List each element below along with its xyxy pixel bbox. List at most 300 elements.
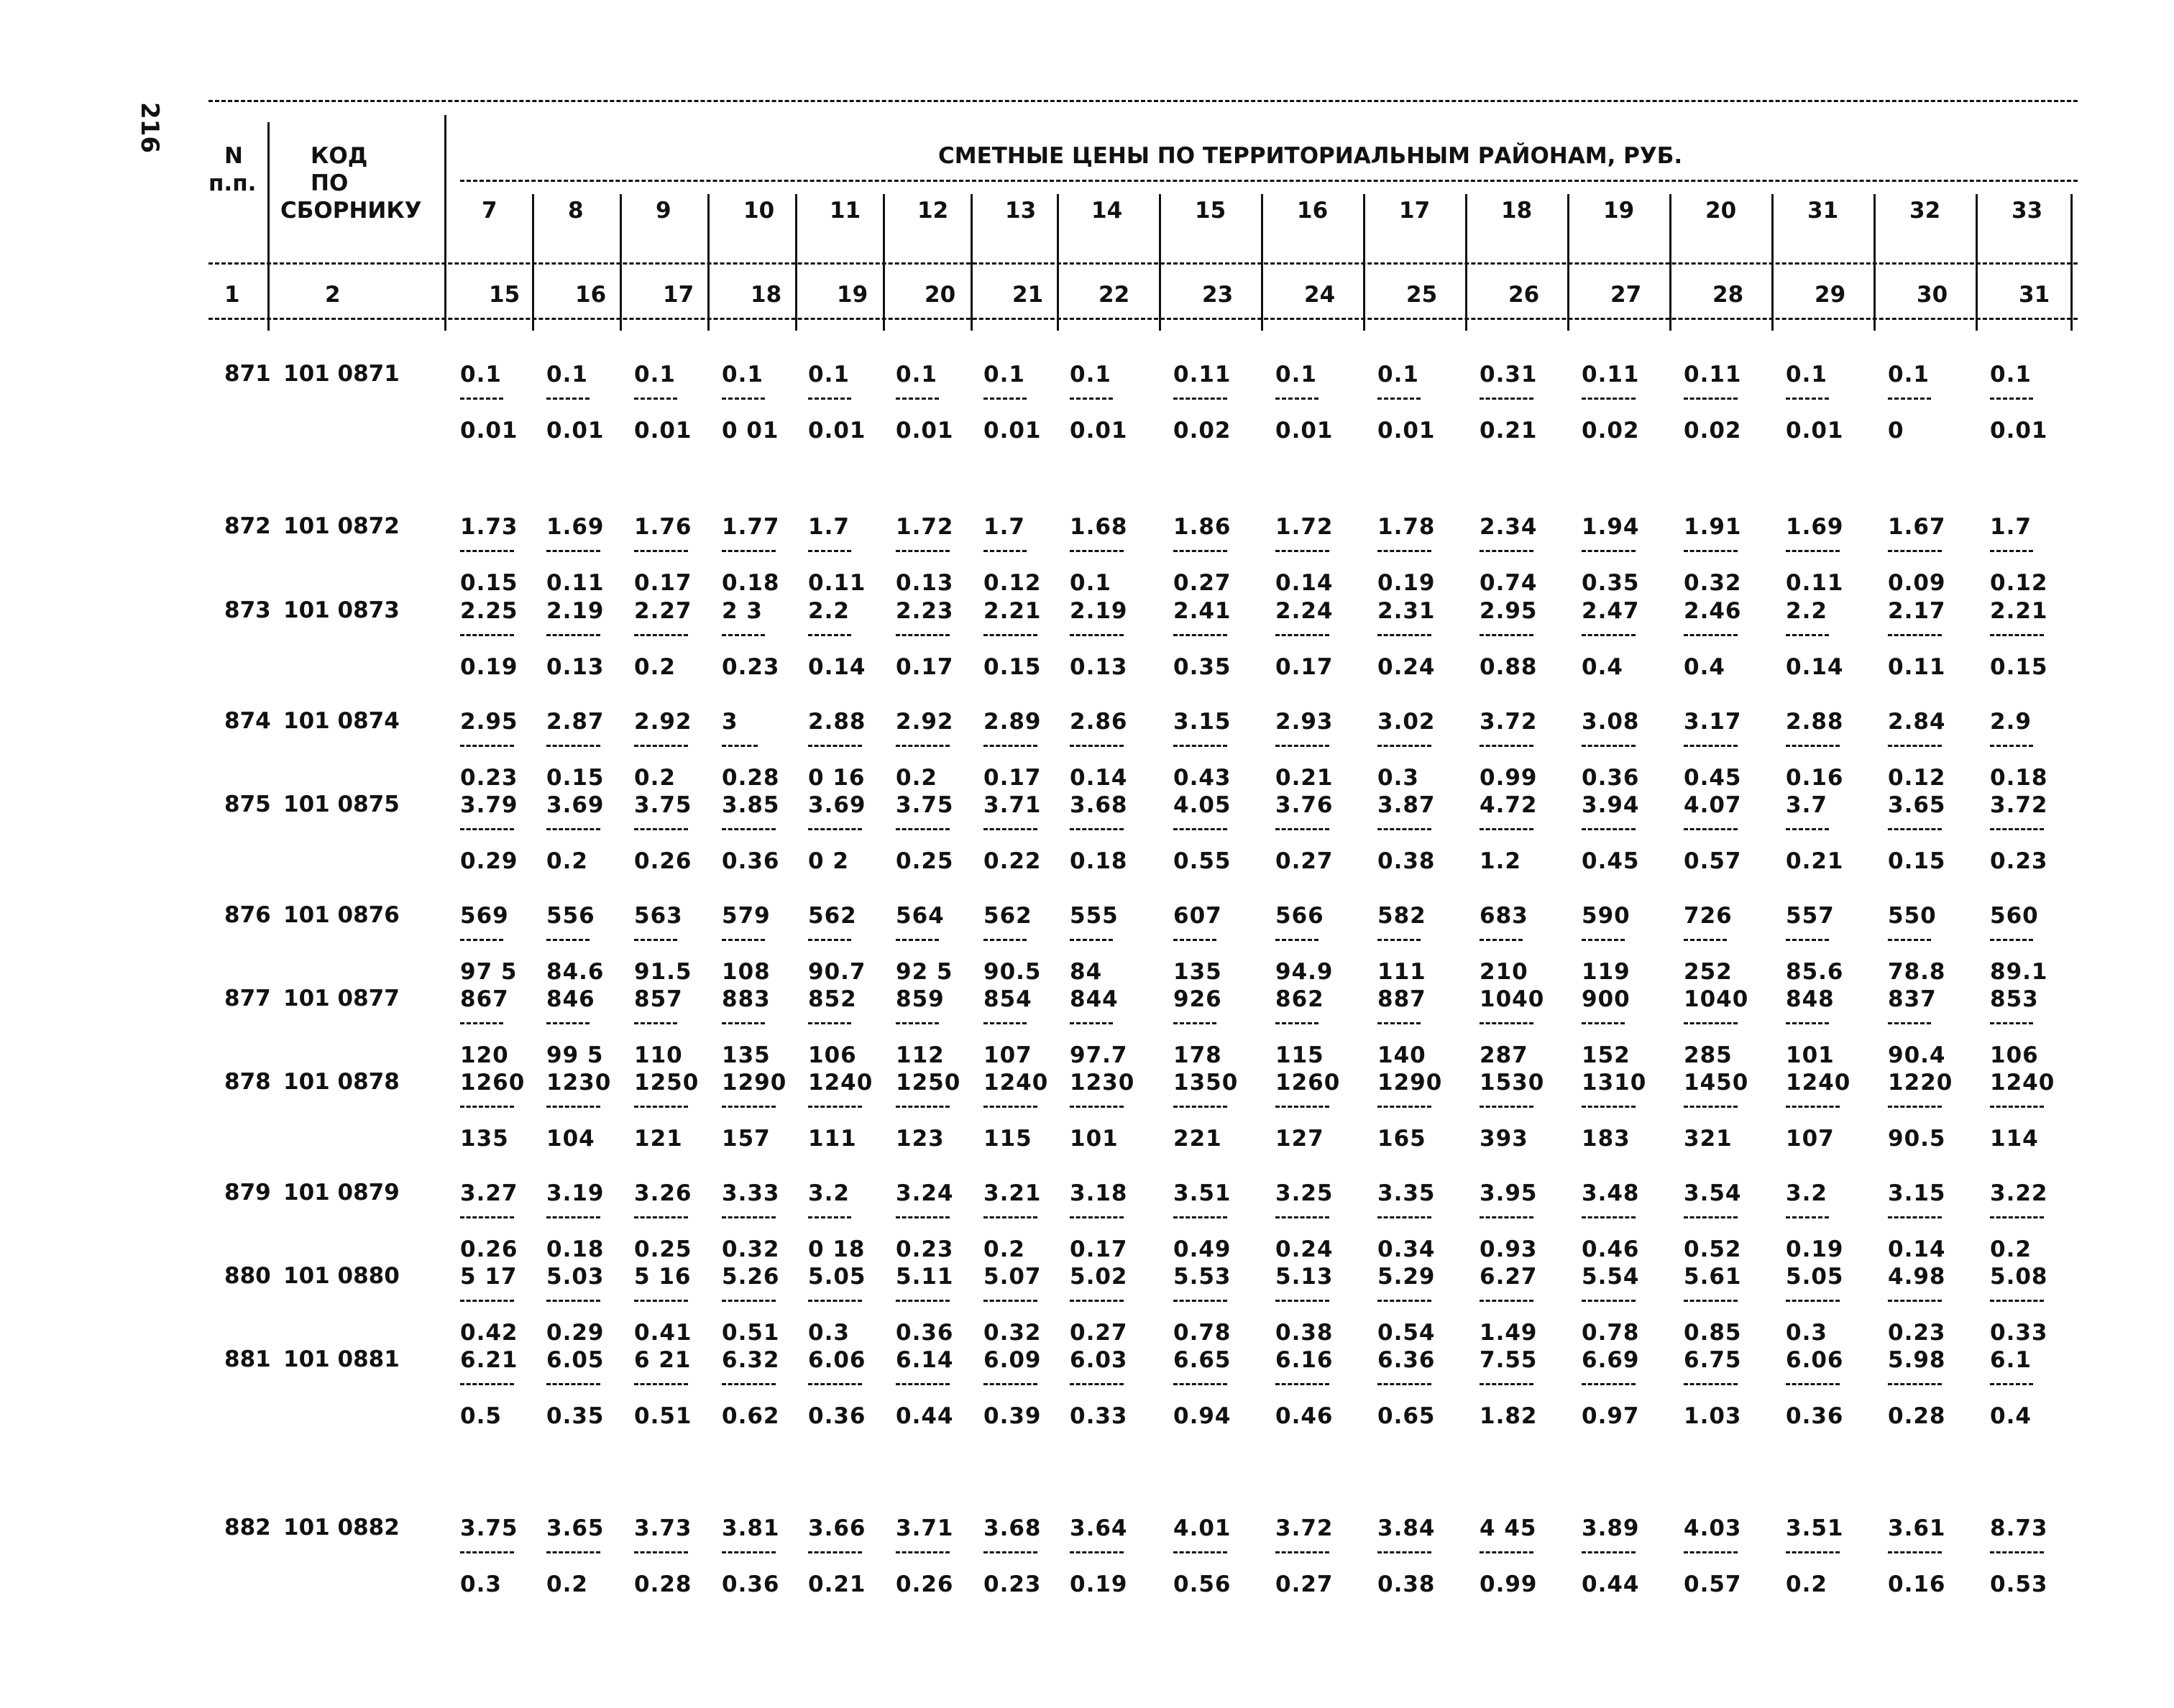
fraction-line [722, 1106, 776, 1108]
price-total: 2.88 [808, 709, 866, 735]
price-total: 1.69 [1786, 514, 1844, 540]
price-total: 853 [1990, 986, 2039, 1012]
fraction-line [1173, 1300, 1227, 1302]
header-separator [1159, 194, 1161, 331]
price-part: 108 [722, 959, 771, 985]
price-part: 0.42 [460, 1320, 518, 1346]
fraction-line [1582, 1300, 1636, 1302]
price-part: 0.41 [634, 1320, 692, 1346]
price-total: 883 [722, 986, 771, 1012]
price-part: 0.12 [1990, 570, 2048, 596]
price-part: 121 [634, 1126, 683, 1152]
header-separator [1567, 194, 1569, 331]
price-part: 1.82 [1480, 1403, 1538, 1429]
fraction-line [896, 1106, 950, 1108]
price-total: 556 [546, 903, 595, 929]
price-total: 4.72 [1480, 792, 1538, 818]
fraction-line [808, 1216, 851, 1218]
price-total: 0.1 [1275, 362, 1317, 387]
header-colnum: 27 [1610, 282, 1642, 308]
price-part: 0.57 [1684, 1571, 1742, 1597]
header-colnum: 21 [1012, 282, 1044, 308]
price-part: 0 [1888, 418, 1904, 444]
price-part: 0.28 [722, 765, 780, 791]
fraction-line [1990, 634, 2044, 636]
price-total: 6.16 [1275, 1347, 1334, 1373]
header-separator [1363, 194, 1365, 331]
price-part: 0 01 [722, 418, 779, 444]
price-total: 5.11 [896, 1264, 954, 1290]
fraction-line [808, 550, 851, 552]
price-total: 7.55 [1480, 1347, 1538, 1373]
price-part: 101 [1786, 1042, 1835, 1068]
price-total: 3.85 [722, 792, 780, 818]
price-total: 2.95 [460, 709, 518, 735]
price-part: 89.1 [1990, 959, 2048, 985]
fraction-line [1070, 1022, 1113, 1024]
fraction-line [1480, 1383, 1533, 1385]
price-part: 0.2 [634, 654, 676, 680]
fraction-line [1786, 550, 1840, 552]
price-total: 1.73 [460, 514, 518, 540]
header-colnum: 16 [575, 282, 607, 308]
price-total: 3.24 [896, 1180, 954, 1206]
price-part: 135 [1173, 959, 1222, 985]
price-total: 2.34 [1480, 514, 1538, 540]
price-part: 0.18 [546, 1236, 605, 1262]
price-total: 1450 [1684, 1070, 1749, 1096]
row-number: 871 [224, 361, 271, 387]
price-part: 287 [1480, 1042, 1528, 1068]
row-code: 101 0872 [283, 513, 400, 539]
header-sborniku: СБОРНИКУ [280, 198, 422, 224]
header-region: 20 [1705, 198, 1737, 224]
fraction-line [634, 1383, 688, 1385]
price-total: 3.94 [1582, 792, 1640, 818]
price-part: 0.17 [1070, 1236, 1128, 1262]
price-part: 0.17 [896, 654, 954, 680]
price-total: 4.01 [1173, 1515, 1232, 1541]
price-total: 1.69 [546, 514, 605, 540]
header-kod: КОД [311, 143, 368, 169]
header-region: 13 [1005, 198, 1037, 224]
price-part: 0.25 [896, 848, 954, 874]
price-part: 0.78 [1582, 1320, 1640, 1346]
header-region: 32 [1909, 198, 1941, 224]
price-total: 1260 [460, 1070, 526, 1096]
price-part: 0.85 [1684, 1320, 1742, 1346]
fraction-line [546, 634, 600, 636]
header-region: 14 [1091, 198, 1123, 224]
price-part: 140 [1377, 1042, 1426, 1068]
row-number: 875 [224, 791, 271, 817]
fraction-line [460, 745, 514, 747]
price-total: 3.72 [1275, 1515, 1334, 1541]
price-total: 3.75 [634, 792, 692, 818]
row-code: 101 0880 [283, 1263, 400, 1289]
price-total: 6.09 [983, 1347, 1042, 1373]
header-colnum: 29 [1815, 282, 1846, 308]
price-part: 115 [1275, 1042, 1324, 1068]
row-number: 881 [224, 1346, 271, 1372]
fraction-line [1888, 550, 1942, 552]
price-total: 3.71 [983, 792, 1042, 818]
fraction-line [1582, 939, 1625, 941]
fraction-line [1377, 745, 1431, 747]
fraction-line [808, 745, 862, 747]
fraction-line [1275, 1551, 1329, 1553]
fraction-line [1786, 745, 1840, 747]
header-colnum: 23 [1202, 282, 1234, 308]
price-total: 590 [1582, 903, 1630, 929]
price-part: 0.26 [896, 1571, 954, 1597]
price-part: 123 [896, 1126, 945, 1152]
header-region: 9 [656, 198, 671, 224]
price-part: 0.26 [460, 1236, 518, 1262]
price-part: 1.49 [1480, 1320, 1538, 1346]
fraction-line [983, 1551, 1037, 1553]
price-part: 0.24 [1275, 1236, 1334, 1262]
price-part: 0.23 [722, 654, 780, 680]
price-total: 563 [634, 903, 683, 929]
fraction-line [1070, 634, 1124, 636]
fraction-line [1582, 1106, 1636, 1108]
fraction-line [896, 1551, 950, 1553]
price-total: 846 [546, 986, 595, 1012]
fraction-line [1990, 828, 2044, 830]
price-total: 3.81 [722, 1515, 780, 1541]
header-colnum: 24 [1304, 282, 1336, 308]
price-total: 4.07 [1684, 792, 1742, 818]
fraction-line [722, 550, 776, 552]
price-part: 0.27 [1275, 1571, 1334, 1597]
price-total: 857 [634, 986, 683, 1012]
header-mid-rule [208, 262, 2078, 265]
price-total: 837 [1888, 986, 1937, 1012]
price-part: 0.2 [983, 1236, 1025, 1262]
price-total: 6.05 [546, 1347, 605, 1373]
fraction-line [983, 1106, 1037, 1108]
price-part: 0.23 [1990, 848, 2048, 874]
fraction-line [808, 1022, 851, 1024]
fraction-line [1070, 745, 1124, 747]
fraction-line [1480, 745, 1533, 747]
price-part: 0.2 [634, 765, 676, 791]
price-part: 0.65 [1377, 1403, 1436, 1429]
price-total: 3.95 [1480, 1180, 1538, 1206]
fraction-line [1990, 550, 2033, 552]
header-separator [1669, 194, 1671, 331]
price-total: 2.31 [1377, 598, 1436, 624]
fraction-line [896, 634, 950, 636]
price-total: 3.51 [1786, 1515, 1844, 1541]
fraction-line [1990, 398, 2033, 400]
price-total: 2 3 [722, 598, 763, 624]
fraction-line [634, 939, 677, 941]
fraction-line [460, 1551, 514, 1553]
row-code: 101 0873 [283, 597, 400, 623]
price-total: 5 16 [634, 1264, 692, 1290]
price-total: 5.05 [1786, 1264, 1844, 1290]
fraction-line [1275, 550, 1329, 552]
header-region: 10 [743, 198, 775, 224]
price-total: 2.84 [1888, 709, 1946, 735]
fraction-line [1173, 1022, 1216, 1024]
price-part: 0.01 [1786, 418, 1844, 444]
price-total: 5.05 [808, 1264, 866, 1290]
price-part: 0.29 [546, 1320, 605, 1346]
price-total: 5.07 [983, 1264, 1042, 1290]
price-part: 0.21 [808, 1571, 866, 1597]
price-part: 0.21 [1480, 418, 1538, 444]
price-part: 0.99 [1480, 1571, 1538, 1597]
fraction-line [460, 1216, 514, 1218]
price-total: 0.1 [460, 362, 502, 387]
price-part: 0.2 [546, 1571, 588, 1597]
price-total: 6.21 [460, 1347, 518, 1373]
price-part: 97.7 [1070, 1042, 1128, 1068]
price-part: 97 5 [460, 959, 518, 985]
fraction-line [1377, 939, 1421, 941]
header-region: 18 [1501, 198, 1533, 224]
fraction-line [1786, 828, 1829, 830]
fraction-line [1480, 828, 1533, 830]
price-part: 0.43 [1173, 765, 1232, 791]
fraction-line [1070, 1106, 1124, 1108]
price-part: 0.35 [546, 1403, 605, 1429]
price-part: 0.16 [1888, 1571, 1946, 1597]
fraction-line [896, 1383, 950, 1385]
fraction-line [634, 634, 688, 636]
row-code: 101 0882 [283, 1515, 400, 1541]
price-part: 135 [722, 1042, 771, 1068]
header-colnum: 31 [2019, 282, 2050, 308]
price-total: 3.18 [1070, 1180, 1128, 1206]
price-total: 3.75 [460, 1515, 518, 1541]
header-separator [1976, 194, 1978, 331]
header-colnum: 28 [1712, 282, 1744, 308]
price-part: 0.94 [1173, 1403, 1232, 1429]
price-total: 2.88 [1786, 709, 1844, 735]
row-code: 101 0879 [283, 1180, 400, 1206]
fraction-line [1990, 1300, 2044, 1302]
fraction-line [546, 550, 600, 552]
price-total: 0.1 [983, 362, 1025, 387]
price-total: 2.27 [634, 598, 692, 624]
price-total: 848 [1786, 986, 1835, 1012]
header-po: ПО [311, 170, 349, 196]
header-separator [707, 194, 710, 331]
fraction-line [546, 1216, 600, 1218]
row-number: 880 [224, 1263, 271, 1289]
header-region: 33 [2012, 198, 2043, 224]
page-number: 216 [135, 102, 164, 153]
price-part: 0.15 [1888, 848, 1946, 874]
price-part: 0.11 [808, 570, 866, 596]
price-part: 135 [460, 1126, 509, 1152]
price-total: 3.2 [1786, 1180, 1827, 1206]
fraction-line [1070, 1300, 1124, 1302]
price-part: 0.27 [1070, 1320, 1128, 1346]
fraction-line [1377, 1300, 1431, 1302]
price-part: 0.4 [1684, 654, 1725, 680]
price-total: 2.25 [460, 598, 518, 624]
price-part: 0.36 [722, 848, 780, 874]
fraction-line [1786, 939, 1829, 941]
price-total: 3.33 [722, 1180, 780, 1206]
price-total: 5.61 [1684, 1264, 1742, 1290]
fraction-line [546, 1022, 590, 1024]
price-total: 566 [1275, 903, 1324, 929]
price-total: 3.19 [546, 1180, 605, 1206]
price-total: 2.19 [546, 598, 605, 624]
row-number: 877 [224, 986, 271, 1011]
fraction-line [1480, 1216, 1533, 1218]
price-total: 5.29 [1377, 1264, 1436, 1290]
fraction-line [634, 1022, 677, 1024]
price-part: 178 [1173, 1042, 1222, 1068]
price-total: 1220 [1888, 1070, 1953, 1096]
price-part: 0.28 [634, 1571, 692, 1597]
price-total: 0.1 [1888, 362, 1930, 387]
header-colnum: 22 [1099, 282, 1130, 308]
fraction-line [1888, 398, 1931, 400]
fraction-line [808, 828, 862, 830]
price-total: 6.1 [1990, 1347, 2032, 1373]
price-total: 1.68 [1070, 514, 1128, 540]
fraction-line [1173, 828, 1227, 830]
price-part: 90.7 [808, 959, 866, 985]
price-total: 555 [1070, 903, 1119, 929]
price-part: 92 5 [896, 959, 953, 985]
row-code: 101 0875 [283, 791, 400, 817]
price-total: 5.03 [546, 1264, 605, 1290]
price-total: 1.94 [1582, 514, 1640, 540]
price-total: 3.64 [1070, 1515, 1128, 1541]
price-part: 110 [634, 1042, 683, 1068]
price-total: 3.68 [1070, 792, 1128, 818]
fraction-line [1684, 745, 1738, 747]
fraction-line [546, 1551, 600, 1553]
fraction-line [1786, 634, 1829, 636]
price-total: 2.2 [1786, 598, 1827, 624]
price-part: 0.46 [1582, 1236, 1640, 1262]
price-total: 3.02 [1377, 709, 1436, 735]
price-total: 3.66 [808, 1515, 866, 1541]
fraction-line [1070, 398, 1113, 400]
fraction-line [1786, 1022, 1829, 1024]
fraction-line [546, 398, 590, 400]
price-total: 0.1 [722, 362, 763, 387]
price-total: 6 21 [634, 1347, 692, 1373]
price-part: 107 [983, 1042, 1032, 1068]
price-total: 3.15 [1173, 709, 1232, 735]
fraction-line [634, 398, 677, 400]
header-bottom-rule [208, 318, 2078, 320]
fraction-line [1070, 828, 1124, 830]
price-part: 0.33 [1990, 1320, 2048, 1346]
fraction-line [1582, 745, 1636, 747]
price-total: 2.86 [1070, 709, 1128, 735]
price-total: 0.1 [546, 362, 588, 387]
header-separator [1873, 194, 1876, 331]
price-total: 562 [983, 903, 1032, 929]
price-part: 111 [1377, 959, 1426, 985]
fraction-line [808, 1383, 862, 1385]
price-total: 6.36 [1377, 1347, 1436, 1373]
price-part: 106 [1990, 1042, 2039, 1068]
price-part: 0.32 [722, 1236, 780, 1262]
price-total: 6.03 [1070, 1347, 1128, 1373]
price-part: 0.01 [1275, 418, 1334, 444]
header-region: 8 [568, 198, 584, 224]
price-part: 0.11 [1888, 654, 1946, 680]
fraction-line [1480, 634, 1533, 636]
price-part: 0.23 [896, 1236, 954, 1262]
price-total: 3.48 [1582, 1180, 1640, 1206]
fraction-line [1480, 1300, 1533, 1302]
price-total: 0.11 [1582, 362, 1640, 387]
price-part: 0.28 [1888, 1403, 1946, 1429]
price-part: 0.25 [634, 1236, 692, 1262]
fraction-line [896, 1022, 939, 1024]
price-part: 0.93 [1480, 1236, 1538, 1262]
price-part: 0.45 [1582, 848, 1640, 874]
fraction-line [634, 1106, 688, 1108]
price-total: 3.26 [634, 1180, 692, 1206]
price-part: 252 [1684, 959, 1733, 985]
price-part: 0.52 [1684, 1236, 1742, 1262]
fraction-line [1888, 1106, 1942, 1108]
fraction-line [1377, 398, 1421, 400]
fraction-line [1990, 1022, 2033, 1024]
price-part: 0.18 [1070, 848, 1128, 874]
price-total: 3.17 [1684, 709, 1742, 735]
fraction-line [1990, 1383, 2033, 1385]
price-total: 0.31 [1480, 362, 1538, 387]
price-total: 4 45 [1480, 1515, 1537, 1541]
price-part: 0.01 [460, 418, 518, 444]
price-part: 0.38 [1377, 848, 1436, 874]
fraction-line [1173, 745, 1227, 747]
price-total: 3.54 [1684, 1180, 1742, 1206]
price-part: 0.39 [983, 1403, 1042, 1429]
price-part: 0.32 [983, 1320, 1042, 1346]
price-part: 0.99 [1480, 765, 1538, 791]
price-part: 0.3 [460, 1571, 502, 1597]
fraction-line [1377, 828, 1431, 830]
price-total: 3.68 [983, 1515, 1042, 1541]
fraction-line [1990, 1106, 2044, 1108]
fraction-line [1275, 1383, 1329, 1385]
price-total: 2.23 [896, 598, 954, 624]
price-part: 0.19 [1070, 1571, 1128, 1597]
price-total: 3.71 [896, 1515, 954, 1541]
fraction-line [983, 1216, 1037, 1218]
price-part: 0.33 [1070, 1403, 1128, 1429]
fraction-line [722, 1551, 776, 1553]
price-part: 0.97 [1582, 1403, 1640, 1429]
fraction-line [546, 828, 600, 830]
fraction-line [1888, 1383, 1942, 1385]
header-colnum: 19 [837, 282, 868, 308]
price-part: 119 [1582, 959, 1630, 985]
fraction-line [460, 1022, 503, 1024]
price-part: 0.36 [1786, 1403, 1844, 1429]
fraction-line [460, 550, 514, 552]
price-total: 3.76 [1275, 792, 1334, 818]
price-part: 0.02 [1582, 418, 1640, 444]
